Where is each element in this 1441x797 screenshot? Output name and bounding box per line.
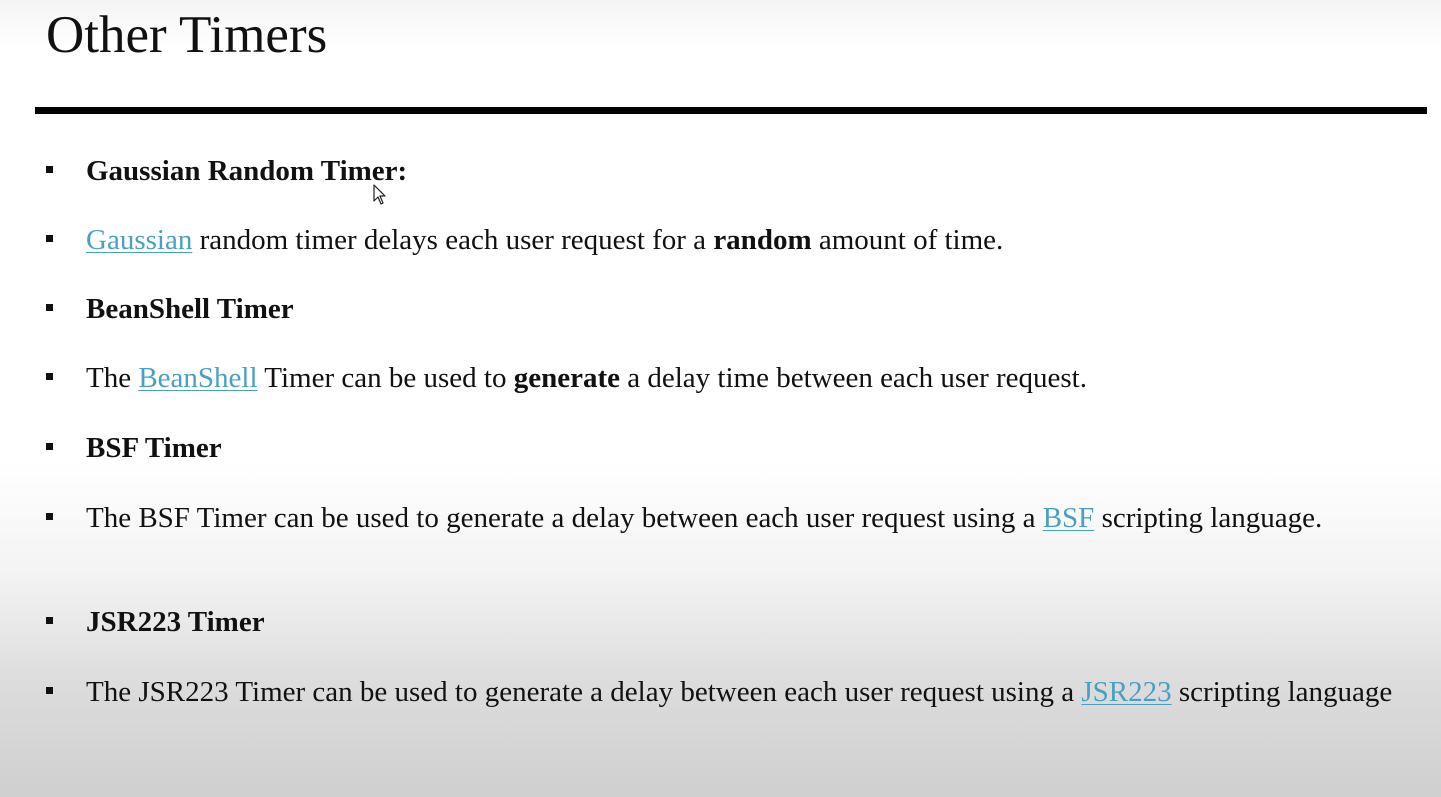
bullet-text [86, 500, 1406, 536]
bullet-marker [46, 513, 53, 520]
bullet-bold-word: generate [513, 362, 620, 394]
bullet-text [86, 360, 1406, 396]
gaussian-link[interactable]: Gaussian [86, 224, 193, 256]
bullet-jsr223-heading [46, 604, 1406, 640]
bullet-beanshell-description [46, 360, 1406, 396]
mouse-pointer-icon [373, 184, 387, 206]
bullet-marker [46, 687, 53, 694]
bullet-heading: Gaussian Random Timer: [86, 155, 408, 187]
bullet-text-segment: scripting language. [1094, 502, 1323, 534]
bullet-marker [46, 617, 53, 624]
bsf-link[interactable]: BSF [1042, 502, 1095, 534]
bullet-heading: BeanShell Timer [86, 293, 294, 325]
bullet-beanshell-heading [46, 291, 1406, 327]
title-divider [35, 107, 1427, 114]
bullet-text-segment: scripting language [1171, 676, 1393, 708]
bullet-marker [46, 235, 53, 242]
bullet-bold-word: random [713, 224, 812, 256]
bullet-bsf-heading [46, 430, 1406, 466]
bullet-text [86, 674, 1406, 710]
slide-title: Other Timers [46, 6, 328, 64]
bullet-marker [46, 373, 53, 380]
bullet-text [86, 222, 1406, 258]
bullet-marker [46, 304, 53, 311]
bullet-jsr223-description [46, 674, 1406, 710]
bullet-marker [46, 166, 53, 173]
jsr223-link[interactable]: JSR223 [1081, 676, 1172, 708]
bullet-gaussian-heading [46, 153, 1406, 189]
bullet-gaussian-description [46, 222, 1406, 258]
bullet-text-segment: The [86, 362, 139, 394]
bullet-heading: JSR223 Timer [86, 606, 265, 638]
bullet-bsf-description [46, 500, 1406, 536]
bullet-text-segment: Timer can be used to [257, 362, 514, 394]
bullet-heading: BSF Timer [86, 432, 222, 464]
bullet-text-segment: The JSR223 Timer can be used to generate a delay between each user request using a [86, 676, 1082, 708]
bullet-text-segment: a delay time between each user request. [619, 362, 1087, 394]
bullet-text-segment: amount of time. [811, 224, 1004, 256]
bullet-text-segment: The BSF Timer can be used to generate a delay between each user request using a [86, 502, 1043, 534]
beanshell-link[interactable]: BeanShell [138, 362, 258, 394]
bullet-marker [46, 443, 53, 450]
bullet-text-segment: random timer delays each user request for a [192, 224, 714, 256]
